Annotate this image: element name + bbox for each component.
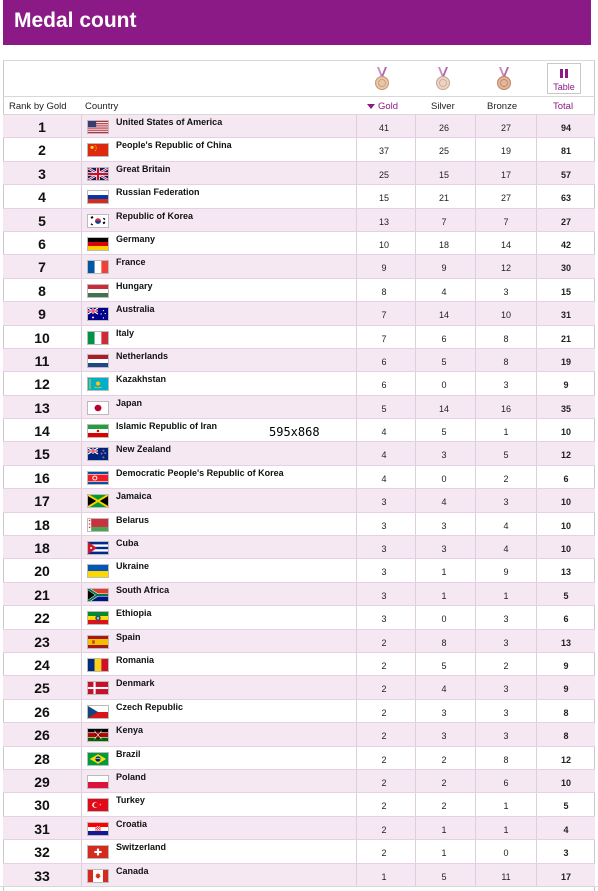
silver-count: 25 [438, 146, 449, 157]
rank-cell: 6 [38, 235, 46, 252]
country-name[interactable]: Republic of Korea [116, 210, 194, 221]
country-name[interactable]: United States of America [116, 117, 223, 127]
gold-count: 1 [381, 871, 387, 882]
gold-count: 2 [381, 707, 387, 718]
bronze-count: 3 [503, 637, 509, 648]
flag-ke-icon [87, 728, 109, 742]
bronze-count: 5 [503, 450, 509, 461]
rank-cell: 16 [34, 469, 50, 486]
flag-kp-icon [87, 471, 109, 485]
table-row[interactable] [3, 326, 595, 349]
total-count: 30 [560, 263, 571, 274]
country-name[interactable]: Russian Federation [116, 187, 200, 198]
country-name[interactable]: Romania [116, 654, 155, 665]
table-row[interactable] [3, 817, 595, 840]
table-row[interactable] [3, 723, 595, 746]
rank-cell: 32 [34, 844, 50, 861]
flag-pl-icon [87, 775, 109, 789]
gold-count: 2 [381, 660, 387, 671]
medal-icon-bar [3, 60, 595, 96]
total-count: 63 [560, 193, 571, 204]
silver-count: 0 [441, 473, 447, 484]
silver-count: 0 [441, 614, 447, 625]
flag-cn-icon [87, 143, 109, 157]
country-name[interactable]: Democratic People's Republic of Korea [116, 467, 284, 478]
silver-count: 15 [438, 169, 449, 180]
rank-cell: 26 [34, 727, 50, 744]
country-name[interactable]: Ukraine [116, 561, 150, 572]
gold-count: 4 [381, 450, 387, 461]
page-title: Medal count [14, 9, 137, 32]
country-name[interactable]: Canada [116, 865, 149, 876]
rank-cell: 28 [34, 750, 50, 767]
bronze-count: 27 [500, 123, 511, 133]
table-row[interactable] [3, 559, 595, 582]
rank-cell: 18 [34, 516, 50, 533]
table-row[interactable] [3, 162, 595, 185]
flag-tr-icon [87, 798, 109, 812]
silver-count: 5 [441, 427, 447, 438]
flag-gb-icon [87, 167, 109, 181]
silver-count: 2 [441, 777, 447, 788]
bronze-header[interactable]: Bronze [487, 101, 518, 112]
gold-count: 2 [381, 777, 387, 788]
rank-cell: 24 [34, 656, 50, 673]
bronze-count: 4 [503, 544, 509, 555]
total-count: 31 [560, 310, 571, 321]
total-count: 4 [563, 824, 569, 835]
gold-count: 2 [381, 754, 387, 765]
page-header [3, 0, 595, 45]
rank-cell: 23 [34, 633, 50, 650]
silver-count: 21 [438, 193, 449, 204]
table-row[interactable] [3, 115, 595, 138]
country-name[interactable]: New Zealand [116, 444, 172, 455]
total-count: 81 [560, 146, 571, 157]
table-row[interactable] [3, 606, 595, 629]
flag-cu-icon [87, 541, 109, 555]
silver-count: 7 [441, 216, 447, 227]
total-count: 10 [560, 427, 571, 438]
bronze-count: 2 [503, 473, 509, 484]
table-row[interactable] [3, 489, 595, 512]
flag-kr-icon [87, 214, 109, 228]
silver-count: 1 [441, 567, 447, 578]
flag-hr-icon [87, 822, 109, 836]
rank-cell: 30 [34, 797, 50, 814]
table-row[interactable] [3, 232, 595, 255]
silver-count: 14 [438, 403, 449, 414]
total-count: 13 [560, 637, 571, 648]
bronze-count: 8 [503, 333, 509, 344]
rank-cell: 17 [34, 493, 50, 510]
country-name[interactable]: Ethiopia [116, 608, 152, 619]
silver-count: 2 [441, 801, 447, 812]
table-row[interactable] [3, 770, 595, 793]
rank-cell: 4 [38, 189, 46, 206]
gold-count: 4 [381, 427, 387, 438]
bronze-count: 8 [503, 356, 509, 367]
total-count: 12 [560, 754, 571, 765]
total-count: 10 [560, 520, 571, 531]
table-row[interactable] [3, 279, 595, 302]
bronze-count: 10 [500, 310, 511, 321]
silver-count: 26 [438, 123, 449, 133]
rank-cell: 14 [34, 423, 50, 440]
table-row[interactable] [3, 630, 595, 653]
silver-count: 2 [441, 754, 447, 765]
rank-cell: 8 [38, 282, 46, 299]
rank-cell: 20 [34, 563, 50, 580]
gold-medal-icon [371, 67, 393, 91]
country-name[interactable]: Islamic Republic of Iran [116, 421, 218, 432]
rank-cell: 11 [34, 352, 50, 369]
flag-br-icon [87, 752, 109, 766]
country-name[interactable]: Kazakhstan [116, 374, 167, 385]
flag-ch-icon [87, 845, 109, 859]
gold-count: 7 [381, 333, 387, 344]
total-count: 8 [563, 731, 569, 742]
total-count: 9 [563, 660, 569, 671]
silver-count: 4 [441, 286, 447, 297]
total-count: 42 [560, 239, 571, 250]
bronze-count: 8 [503, 754, 509, 765]
gold-count: 9 [381, 263, 387, 274]
flag-dk-icon [87, 681, 109, 695]
bronze-count: 3 [503, 286, 509, 297]
silver-count: 3 [441, 450, 447, 461]
rank-cell: 7 [38, 259, 46, 276]
bronze-medal-icon [493, 67, 515, 91]
country-name[interactable]: Denmark [116, 678, 155, 689]
country-header[interactable]: Country [85, 101, 119, 112]
bronze-count: 0 [503, 848, 509, 859]
rank-cell: 21 [34, 586, 50, 603]
silver-count: 3 [441, 544, 447, 555]
silver-count: 5 [441, 356, 447, 367]
flag-de-icon [87, 237, 109, 251]
country-name[interactable]: South Africa [116, 584, 170, 595]
table-row[interactable] [3, 864, 595, 887]
flag-ca-icon [87, 869, 109, 883]
table-row[interactable] [3, 747, 595, 770]
table-row[interactable] [3, 466, 595, 489]
gold-count: 7 [381, 310, 387, 321]
rank-cell: 29 [34, 773, 50, 790]
silver-count: 8 [441, 637, 447, 648]
table-row[interactable] [3, 349, 595, 372]
flag-ru-icon [87, 190, 109, 204]
silver-header[interactable]: Silver [431, 101, 455, 112]
table-row[interactable] [3, 840, 595, 863]
country-name[interactable]: France [116, 257, 146, 268]
gold-count: 2 [381, 824, 387, 835]
total-count: 15 [560, 286, 571, 297]
total-count: 8 [563, 707, 569, 718]
flag-it-icon [87, 331, 109, 345]
silver-count: 3 [441, 520, 447, 531]
table-row[interactable] [3, 209, 595, 232]
silver-medal-icon [432, 67, 454, 91]
gold-count: 6 [381, 356, 387, 367]
silver-count: 0 [441, 380, 447, 391]
country-name[interactable]: Australia [116, 304, 155, 315]
bronze-count: 3 [503, 707, 509, 718]
total-header[interactable]: Total [553, 101, 574, 112]
rank-cell: 5 [38, 212, 46, 229]
total-count: 10 [560, 544, 571, 555]
silver-count: 6 [441, 333, 447, 344]
silver-count: 1 [441, 590, 447, 601]
silver-count: 5 [441, 871, 447, 882]
gold-header[interactable] [367, 101, 398, 112]
country-name[interactable]: Japan [116, 397, 143, 408]
gold-count: 3 [381, 497, 387, 508]
gold-count: 3 [381, 590, 387, 601]
gold-count: 2 [381, 731, 387, 742]
bottom-divider [0, 886, 598, 887]
table-row[interactable] [3, 653, 595, 676]
flag-jm-icon [87, 494, 109, 508]
silver-count: 1 [441, 824, 447, 835]
total-count: 19 [560, 356, 571, 367]
silver-count: 4 [441, 684, 447, 695]
gold-count: 2 [381, 684, 387, 695]
gold-count: 4 [381, 473, 387, 484]
header-notch [591, 0, 595, 45]
table-row[interactable] [3, 138, 595, 161]
country-name[interactable]: Brazil [116, 748, 141, 759]
silver-count: 3 [441, 731, 447, 742]
rank-cell: 1 [38, 119, 46, 135]
flag-hu-icon [87, 284, 109, 298]
silver-count: 18 [438, 239, 449, 250]
overlay-size-label: 595x868 [269, 425, 320, 439]
gold-count: 3 [381, 567, 387, 578]
table-row[interactable] [3, 442, 595, 465]
column-header-row [3, 96, 595, 115]
gold-count: 2 [381, 848, 387, 859]
gold-count: 5 [381, 403, 387, 414]
rank-cell: 25 [34, 680, 50, 697]
bronze-count: 12 [500, 263, 511, 274]
country-name[interactable]: Italy [116, 327, 135, 338]
country-name[interactable]: Poland [116, 771, 147, 782]
bronze-count: 19 [500, 146, 511, 157]
rank-cell: 2 [38, 142, 46, 159]
country-name[interactable]: Czech Republic [116, 701, 184, 712]
rank-cell: 26 [34, 703, 50, 720]
total-count: 9 [563, 684, 569, 695]
total-count: 94 [560, 123, 571, 133]
gold-count: 3 [381, 520, 387, 531]
bronze-count: 3 [503, 614, 509, 625]
rank-cell: 3 [38, 165, 46, 182]
table-row[interactable] [3, 793, 595, 816]
table-button-label: Table [553, 82, 575, 92]
gold-header-label: Gold [378, 101, 399, 112]
flag-et-icon [87, 611, 109, 625]
bronze-count: 3 [503, 731, 509, 742]
bronze-count: 17 [500, 169, 511, 180]
bronze-count: 3 [503, 684, 509, 695]
bronze-count: 2 [503, 660, 509, 671]
gold-count: 2 [381, 637, 387, 648]
rank-cell: 13 [34, 399, 50, 416]
bronze-count: 4 [503, 520, 509, 531]
country-name[interactable]: Croatia [116, 818, 148, 829]
flag-nl-icon [87, 354, 109, 368]
country-name[interactable]: Switzerland [116, 842, 167, 853]
country-name[interactable]: Hungary [116, 280, 153, 291]
total-count: 6 [563, 614, 569, 625]
silver-count: 3 [441, 707, 447, 718]
gold-count: 41 [378, 123, 389, 133]
country-name[interactable]: Belarus [116, 514, 150, 525]
total-count: 3 [563, 848, 569, 859]
sort-desc-icon [367, 104, 375, 109]
gold-count: 10 [378, 239, 389, 250]
rank-cell: 9 [38, 306, 46, 323]
bronze-count: 27 [500, 193, 511, 204]
table-row[interactable] [3, 583, 595, 606]
flag-jp-icon [87, 401, 109, 415]
silver-count: 14 [438, 310, 449, 321]
rank-cell: 18 [34, 540, 50, 557]
table-bars-icon [560, 69, 569, 78]
flag-es-icon [87, 635, 109, 649]
bronze-count: 1 [503, 590, 509, 601]
gold-count: 37 [378, 146, 389, 157]
rank-header[interactable]: Rank by Gold [9, 101, 67, 112]
table-row[interactable] [3, 185, 595, 208]
bronze-count: 7 [503, 216, 509, 227]
flag-ro-icon [87, 658, 109, 672]
rank-cell: 15 [34, 446, 50, 463]
flag-cz-icon [87, 705, 109, 719]
total-count: 10 [560, 497, 571, 508]
flag-by-icon [87, 518, 109, 532]
gold-count: 2 [381, 801, 387, 812]
flag-za-icon [87, 588, 109, 602]
total-count: 5 [563, 590, 569, 601]
country-name[interactable]: Turkey [116, 795, 145, 806]
bronze-count: 6 [503, 777, 509, 788]
silver-count: 1 [441, 848, 447, 859]
flag-fr-icon [87, 260, 109, 274]
country-name[interactable]: People's Republic of China [116, 140, 232, 151]
bronze-count: 9 [503, 567, 509, 578]
flag-nz-icon [87, 447, 109, 461]
silver-count: 5 [441, 660, 447, 671]
bronze-count: 3 [503, 497, 509, 508]
country-name[interactable]: Cuba [116, 538, 139, 549]
flag-us-icon [87, 120, 109, 134]
country-name[interactable]: Jamaica [116, 491, 152, 502]
table-row[interactable] [3, 255, 595, 278]
gold-count: 6 [381, 380, 387, 391]
total-count: 35 [560, 403, 571, 414]
bronze-count: 1 [503, 427, 509, 438]
table-row[interactable] [3, 372, 595, 395]
total-count: 57 [560, 169, 571, 180]
bronze-count: 14 [500, 239, 511, 250]
gold-count: 3 [381, 544, 387, 555]
rank-cell: 10 [34, 329, 50, 346]
flag-au-icon [87, 307, 109, 321]
bronze-count: 3 [503, 380, 509, 391]
country-name[interactable]: Germany [116, 233, 156, 244]
table-row[interactable] [3, 302, 595, 325]
medal-table-body [3, 115, 595, 887]
total-count: 21 [560, 333, 571, 344]
rank-cell: 31 [34, 820, 50, 837]
bronze-count: 11 [501, 871, 511, 882]
total-count: 27 [560, 216, 571, 227]
rank-cell: 33 [34, 867, 50, 884]
total-count: 5 [563, 801, 569, 812]
bronze-count: 16 [500, 403, 511, 414]
rank-cell: 22 [34, 610, 50, 627]
gold-count: 8 [381, 286, 387, 297]
gold-count: 13 [378, 216, 389, 227]
country-name[interactable]: Great Britain [116, 163, 171, 174]
total-count: 9 [563, 380, 569, 391]
table-view-button[interactable] [547, 63, 581, 94]
total-count: 6 [563, 473, 569, 484]
table-row[interactable] [3, 536, 595, 559]
total-count: 13 [560, 567, 571, 578]
country-name[interactable]: Kenya [116, 725, 144, 736]
country-name[interactable]: Netherlands [116, 350, 169, 361]
silver-count: 4 [441, 497, 447, 508]
gold-count: 25 [378, 169, 389, 180]
rank-cell: 12 [34, 376, 50, 393]
bronze-count: 1 [503, 801, 509, 812]
total-count: 10 [560, 777, 571, 788]
table-row[interactable] [3, 700, 595, 723]
table-row[interactable] [3, 513, 595, 536]
gold-count: 3 [381, 614, 387, 625]
silver-count: 9 [441, 263, 447, 274]
flag-ua-icon [87, 564, 109, 578]
table-row[interactable] [3, 676, 595, 699]
total-count: 12 [560, 450, 571, 461]
flag-kz-icon [87, 377, 109, 391]
total-count: 17 [560, 871, 571, 882]
table-row[interactable] [3, 396, 595, 419]
country-name[interactable]: Spain [116, 631, 141, 642]
flag-ir-icon [87, 424, 109, 438]
bronze-count: 1 [503, 824, 509, 835]
gold-count: 15 [378, 193, 389, 204]
